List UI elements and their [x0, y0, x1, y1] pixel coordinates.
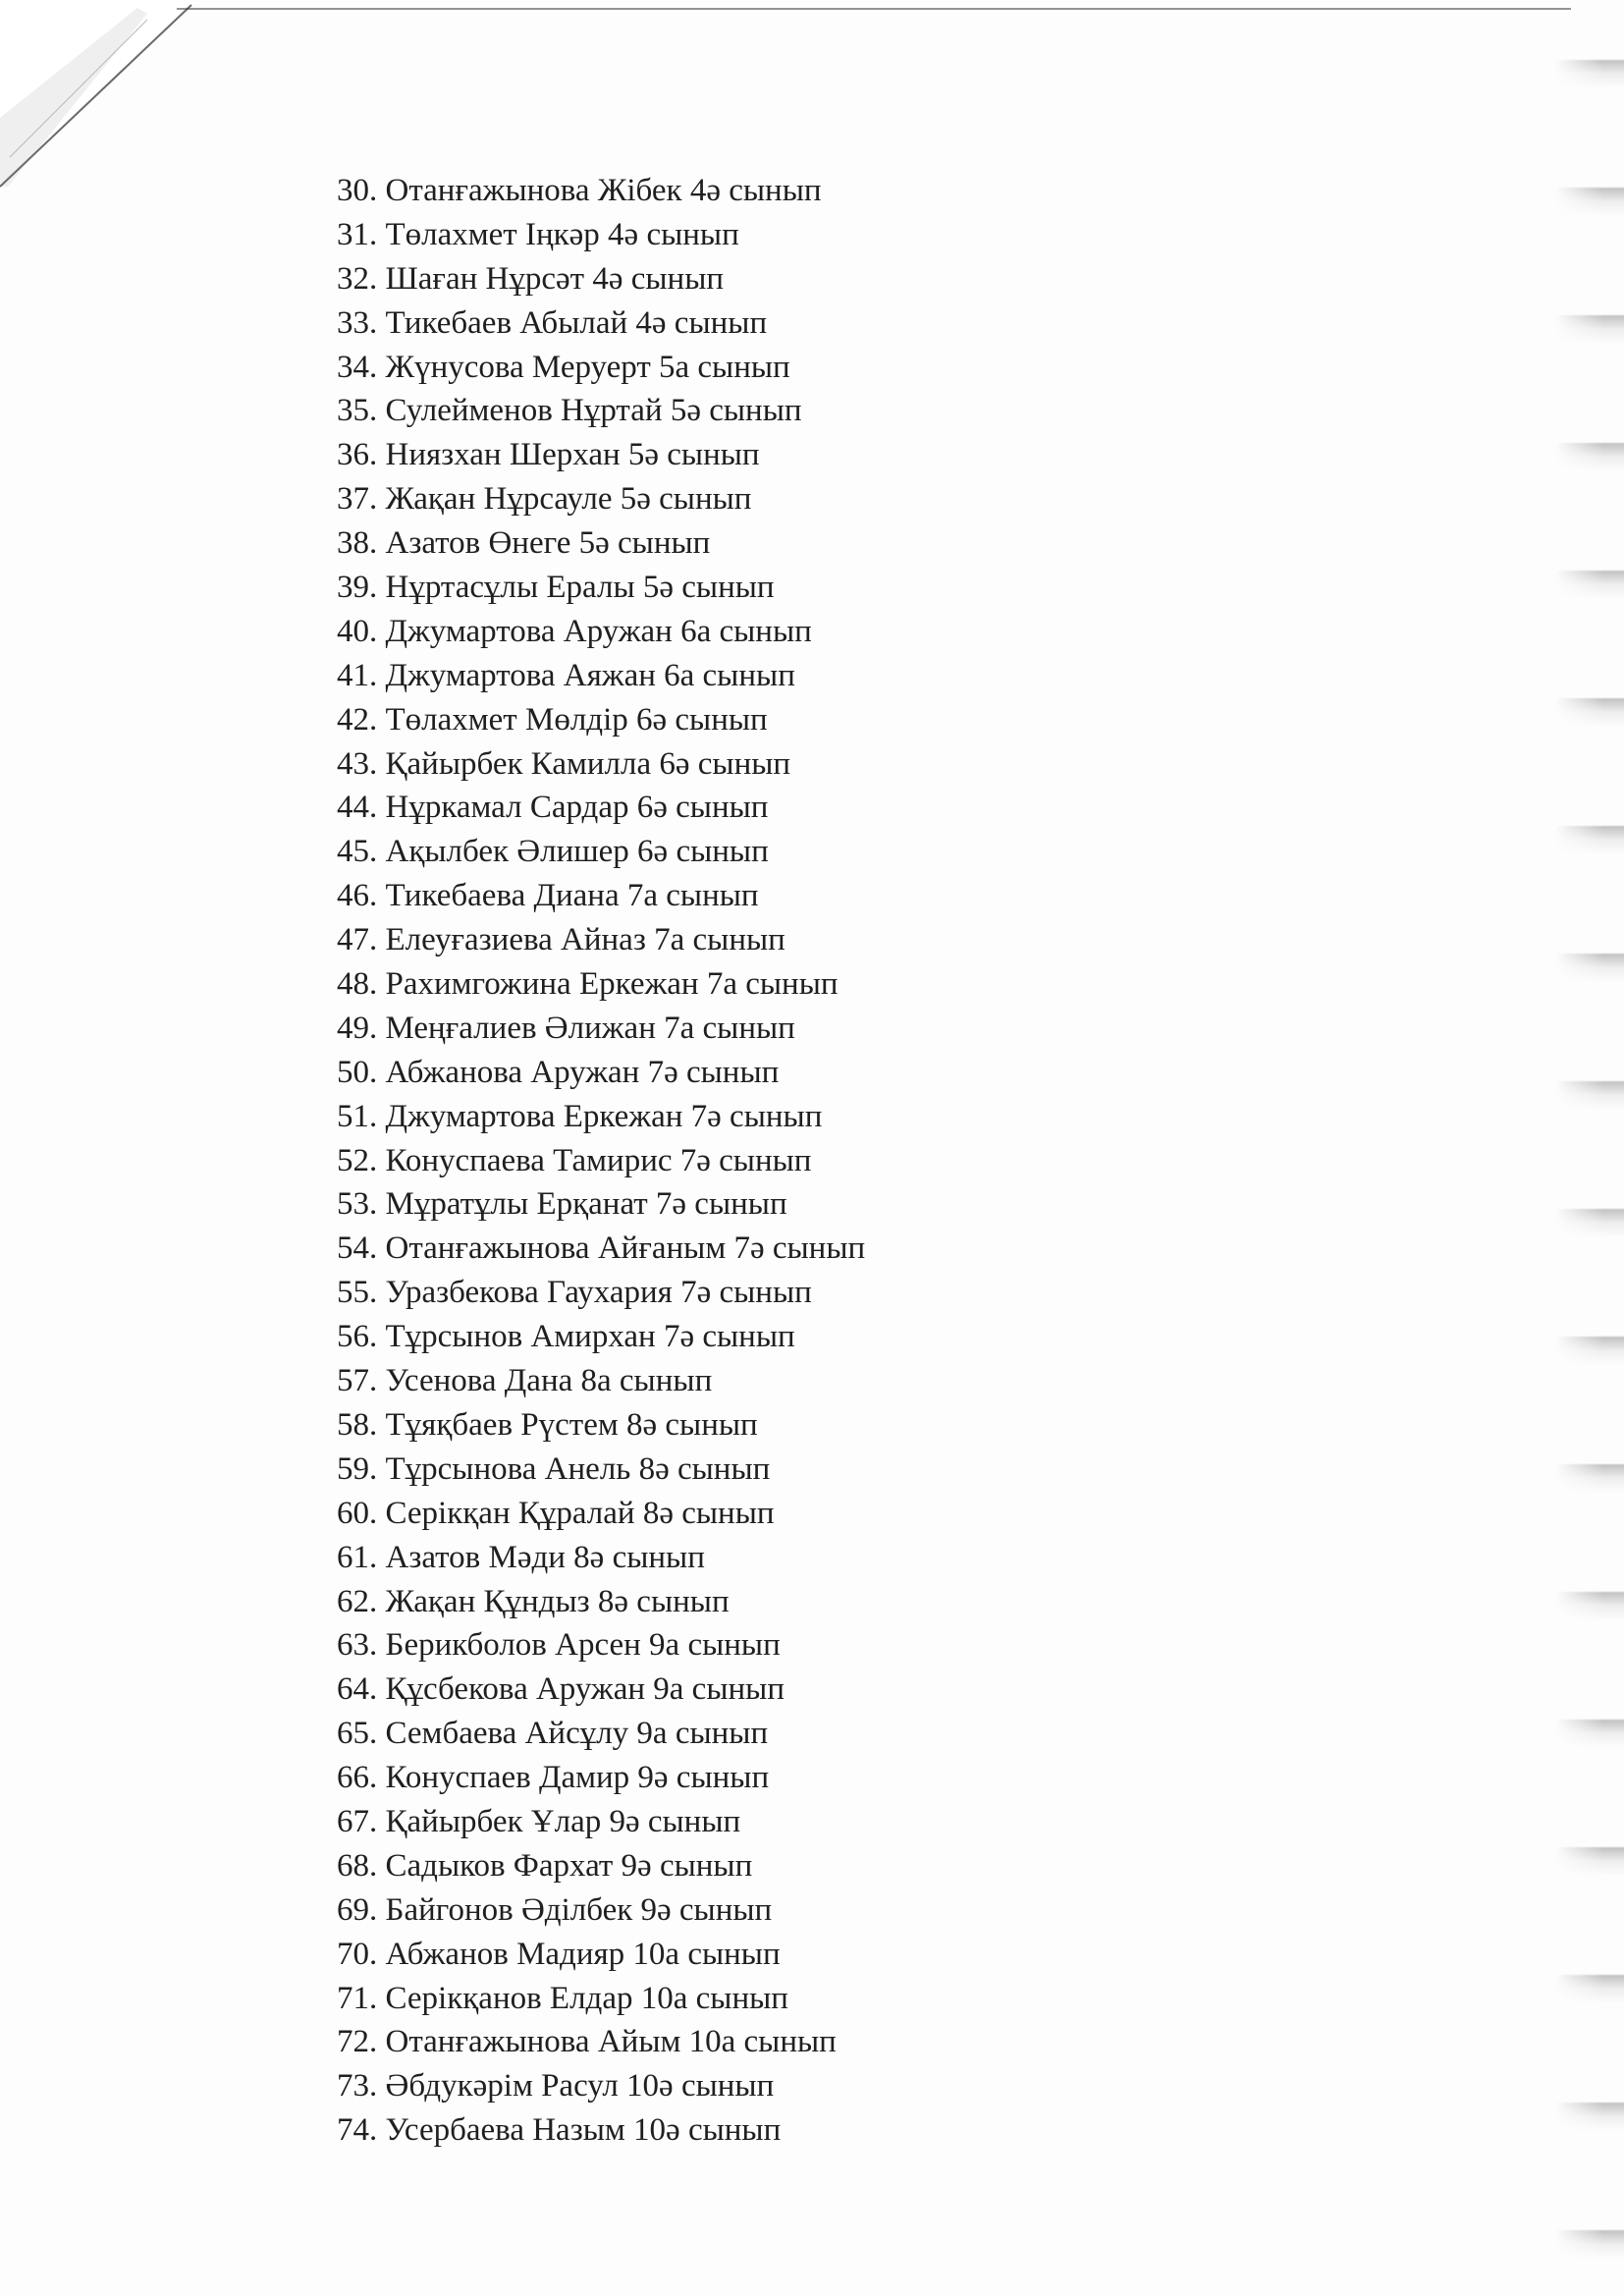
list-item: 43. Қайырбек Камилла 6ә сынып	[337, 745, 791, 782]
list-item: 35. Сулейменов Нұртай 5ә сынып	[337, 393, 802, 429]
scan-top-edge	[177, 8, 1571, 10]
list-item: 42. Төлахмет Мөлдір 6ә сынып	[337, 701, 768, 738]
list-item: 62. Жақан Құндыз 8ә сынып	[337, 1583, 730, 1619]
list-item: 33. Тикебаев Абылай 4ә сынып	[337, 304, 768, 341]
list-item: 34. Жүнусова Меруерт 5а сынып	[337, 349, 790, 385]
list-item: 31. Төлахмет Іңкәр 4ә сынып	[337, 216, 739, 252]
list-item: 60. Серікқан Құралай 8ә сынып	[337, 1495, 775, 1531]
list-item: 50. Абжанова Аружан 7ә сынып	[337, 1054, 780, 1090]
list-item: 55. Уразбекова Гаухария 7ә сынып	[337, 1275, 812, 1311]
list-item: 73. Әбдукәрім Расул 10ә сынып	[337, 2068, 775, 2105]
list-item: 57. Усенова Дана 8а сынып	[337, 1363, 713, 1399]
list-item: 30. Отанғажынова Жібек 4ә сынып	[337, 173, 822, 208]
list-item: 63. Берикболов Арсен 9а сынып	[337, 1627, 781, 1664]
list-item: 48. Рахимгожина Еркежан 7а сынып	[337, 966, 839, 1003]
list-item: 68. Садыков Фархат 9ә сынып	[337, 1847, 753, 1884]
list-item: 44. Нұркамал Сардар 6ә сынып	[337, 790, 769, 826]
list-item: 37. Жақан Нұрсауле 5ә сынып	[337, 481, 752, 518]
list-item: 71. Серікқанов Елдар 10а сынып	[337, 1980, 788, 2016]
list-item: 67. Қайырбек Ұлар 9ә сынып	[337, 1803, 741, 1839]
list-item: 69. Байгонов Әділбек 9ә сынып	[337, 1891, 773, 1928]
list-item: 74. Усербаева Назым 10ә сынып	[337, 2112, 782, 2149]
list-item: 49. Меңғалиев Әлижан 7а сынып	[337, 1010, 795, 1046]
list-item: 52. Конуспаева Тамирис 7ә сынып	[337, 1142, 812, 1178]
list-item: 46. Тикебаева Диана 7а сынып	[337, 878, 759, 914]
list-item: 39. Нұртасұлы Ералы 5ә сынып	[337, 570, 775, 606]
list-item: 38. Азатов Өнеге 5ә сынып	[337, 525, 711, 562]
list-item: 58. Тұяқбаев Рүстем 8ә сынып	[337, 1406, 758, 1443]
list-item: 70. Абжанов Мадияр 10а сынып	[337, 1936, 781, 1972]
list-item: 59. Тұрсынова Анель 8ә сынып	[337, 1450, 771, 1487]
student-list	[337, 169, 865, 2153]
folded-corner	[0, 0, 196, 196]
list-item: 40. Джумартова Аружан 6а сынып	[337, 613, 812, 649]
list-item: 53. Мұратұлы Ерқанат 7ә сынып	[337, 1186, 787, 1223]
list-item: 47. Елеуғазиева Айназ 7а сынып	[337, 922, 785, 958]
list-item: 64. Құсбекова Аружан 9а сынып	[337, 1671, 785, 1708]
list-item: 72. Отанғажынова Айым 10а сынып	[337, 2024, 837, 2060]
list-item: 32. Шаған Нұрсәт 4ә сынып	[337, 260, 725, 297]
list-item: 56. Тұрсынов Амирхан 7ә сынып	[337, 1319, 795, 1355]
list-item: 54. Отанғажынова Айғаным 7ә сынып	[337, 1230, 866, 1267]
list-item: 45. Ақылбек Әлишер 6ә сынып	[337, 834, 769, 870]
list-item: 61. Азатов Мәди 8ә сынып	[337, 1539, 705, 1575]
list-item: 36. Ниязхан Шерхан 5ә сынып	[337, 437, 760, 473]
scan-right-edge-noise	[1555, 0, 1624, 2296]
list-item: 65. Сембаева Айсұлу 9а сынып	[337, 1716, 769, 1752]
list-item: 51. Джумартова Еркежан 7ә сынып	[337, 1098, 823, 1134]
list-item: 41. Джумартова Аяжан 6а сынып	[337, 657, 795, 693]
list-item: 66. Конуспаев Дамир 9ә сынып	[337, 1760, 770, 1796]
